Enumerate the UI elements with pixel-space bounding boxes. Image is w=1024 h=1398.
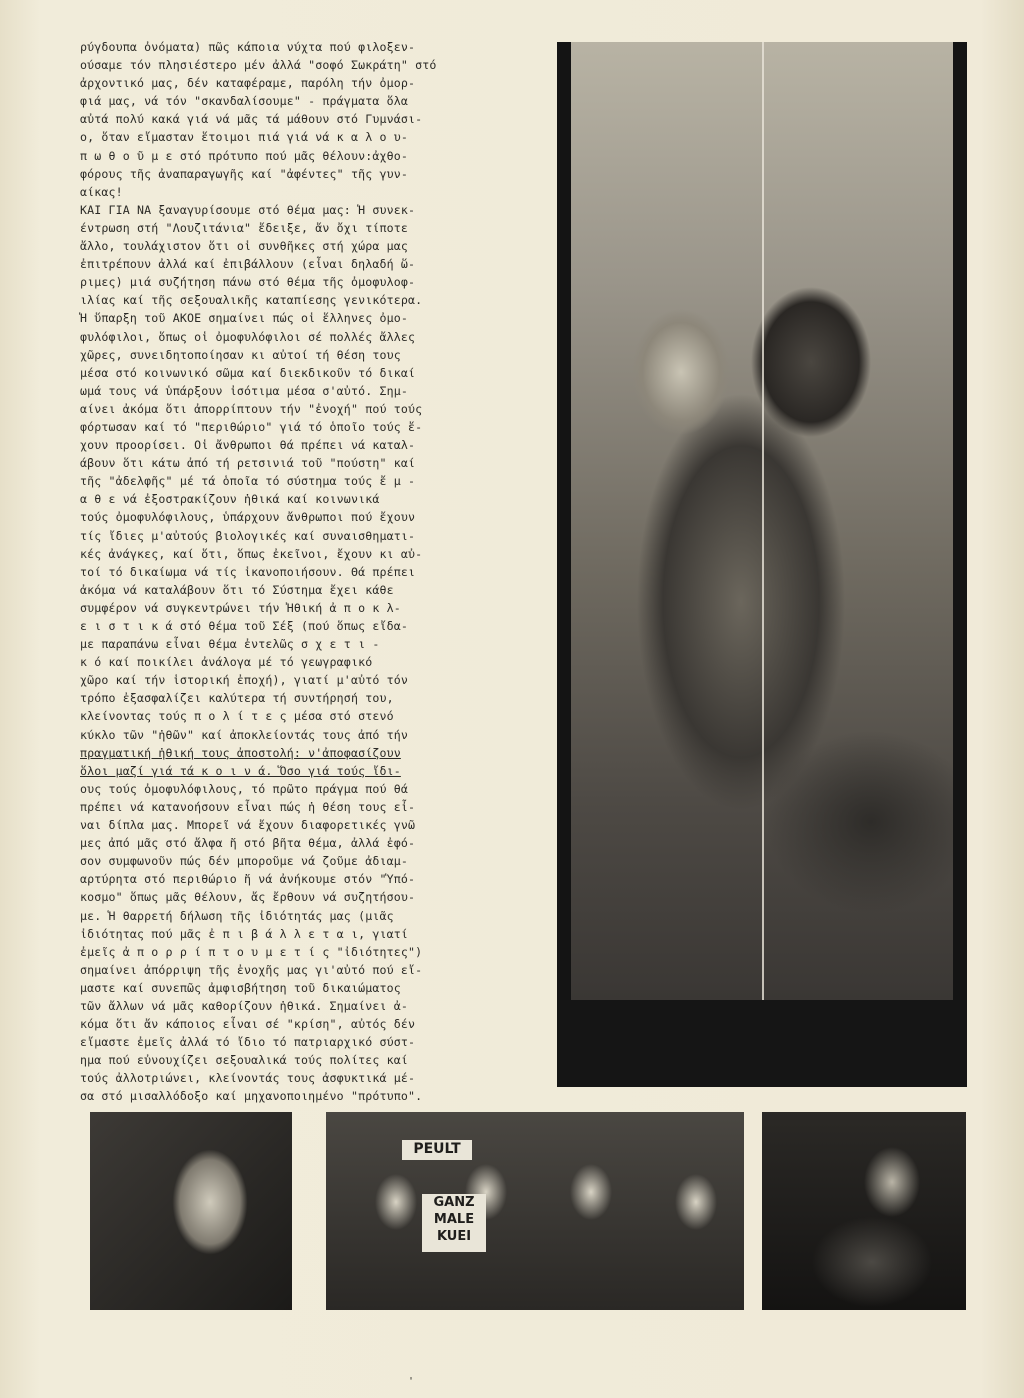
article-line: ωμά τους νά ὑπάρξουν ἰσότιμα μέσα σ'αὐτό. Σημ-	[80, 383, 408, 398]
article-line: σα στό μισαλλόδοξο καί μηχανοποιημένο "πρότυπο".	[80, 1089, 423, 1104]
photo-crease	[762, 42, 764, 1087]
article-line: κόμα ὅτι ἄν κάποιος εἶναι σέ "κρίση", αὐτός δέν	[80, 1017, 416, 1032]
page-number: '	[407, 1376, 415, 1387]
article-line: ρύγδουπα ὀνόματα) πῶς κάποια νύχτα πού φιλοξεν-	[80, 40, 416, 54]
photo-group-demonstration	[326, 1112, 744, 1310]
protest-sign-2	[422, 1194, 486, 1252]
article-line: ὅλοι μαζί γιά τά κ ο ι ν ά. Ὅσο γιά τούς ἴδι-	[80, 763, 401, 778]
article-line: ἀρχοντικό μας, δέν καταφέραμε, παρόλη τήν ὀμορ-	[80, 76, 416, 91]
article-line: ριμες) μιά συζήτηση πάνω στό θέμα τῆς ὀμοφυλοφ-	[80, 275, 416, 290]
article-line: τοί τό δικαίωμα νά τίς ἱκανοποιήσουν. Θά πρέπει	[80, 564, 416, 579]
article-line: μες ἀπό μᾶς στό ἄλφα ἤ στό βῆτα θέμα, ἀλλά ἐφό-	[80, 836, 416, 851]
article-line: εἴμαστε ἐμεῖς ἀλλά τό ἴδιο τό πατριαρχικό σύστ-	[80, 1035, 416, 1050]
article-line: φιά μας, νά τόν "σκανδαλίσουμε" - πράγματα ὅλα	[80, 94, 408, 109]
article-line: πρέπει νά κατανοήσουν εἶναι πώς ἡ θέση τους εἶ-	[80, 799, 416, 814]
article-line: φόρους τῆς ἀναπαραγωγῆς καί "ἀφέντες" τῆς γυν-	[80, 166, 408, 181]
photo-couple-embrace	[762, 1112, 966, 1310]
article-line: ους τούς ὀμοφυλόφιλους, τό πρῶτο πράγμα πού θά	[80, 781, 408, 796]
article-line: με. Ἡ θαρρετή δήλωση τῆς ἰδιότητάς μας (μιᾶς	[80, 908, 394, 923]
article-line: ναι δίπλα μας. Μπορεῖ νά ἔχουν διαφορετικές γνῶ	[80, 818, 416, 833]
article-line: φόρτωσαν καί τό "περιθώριο" γιά τό ὁποῖο τούς ἔ-	[80, 419, 423, 434]
article-line: χῶρο καί τήν ἱστορική ἐποχή), γιατί μ'αὐτό τόν	[80, 673, 408, 688]
article-text-column	[80, 38, 522, 1104]
article-line: ΚΑΙ ΓΙΑ ΝΑ ξαναγυρίσουμε στό θέμα μας: Ἡ συνεκ-	[80, 202, 416, 217]
article-line: ἰδιότητας πού μᾶς ἐ π ι β ά λ λ ε τ α ι, γιατί	[80, 926, 408, 941]
protest-sign-2-line1: GANZ	[433, 1195, 475, 1210]
article-line: ἀκόμα νά καταλάβουν ὅτι τό Σύστημα ἔχει κάθε	[80, 582, 394, 597]
article-line: χῶρες, συνειδητοποίησαν κι αὐτοί τή θέση τους	[80, 347, 401, 362]
article-line: ἐμεῖς ἀ π ο ρ ρ ί π τ ο υ μ ε τ ί ς "ἰδιότητες")	[80, 944, 423, 959]
article-line: συμφέρον νά συγκεντρώνει τήν Ἠθική ἀ π ο κ λ-	[80, 600, 401, 615]
article-line: ἄλλο, τουλάχιστον ὅτι οἱ συνθῆκες στή χώρα μας	[80, 239, 408, 254]
article-line: σον συμφωνοῦν πώς δέν μποροῦμε νά ζοῦμε ἀδιαμ-	[80, 854, 408, 869]
article-line: ημα πού εὐνουχίζει σεξουαλικά τούς πολίτες καί	[80, 1053, 408, 1068]
article-line: τῶν ἄλλων νά μᾶς καθορίζουν ἠθικά. Σημαίνει ἀ-	[80, 998, 408, 1013]
protest-sign-2-line2: MALE	[433, 1212, 475, 1227]
article-line: τούς ὀμοφυλόφιλους, ὑπάρχουν ἄνθρωποι πού ἔχουν	[80, 510, 416, 525]
article-line: α θ ε νά ἐξοστρακίζουν ἠθικά καί κοινωνικά	[80, 492, 380, 507]
article-line: κύκλο τῶν "ἠθῶν" καί ἀποκλείοντάς τους ἀπό τήν	[80, 727, 408, 742]
article-line: πραγματική ἠθική τους ἀποστολή: ν'ἀποφασίζουν	[80, 745, 401, 760]
article-line: άβουν ὅτι κάτω ἀπό τή ρετσινιά τοῦ "πούστη" καί	[80, 456, 416, 471]
article-line: τούς ἀλλοτριώνει, κλείνοντάς τους ἀσφυκτικά μέ-	[80, 1071, 416, 1086]
article-line: κλείνοντας τούς π ο λ ί τ ε ς μέσα στό στενό	[80, 709, 394, 724]
article-line: χουν προορίσει. Οἱ ἄνθρωποι θά πρέπει νά καταλ-	[80, 438, 416, 453]
main-photo-couple-bicycle	[557, 42, 967, 1087]
article-line: π ω θ ο ῦ μ ε στό πρότυπο πού μᾶς θέλουν:ἀχθο-	[80, 148, 408, 163]
protest-sign-1: PEULT	[402, 1140, 472, 1160]
article-line: μαστε καί συνεπῶς ἀμφισβήτηση τοῦ δικαιώματος	[80, 980, 401, 995]
photo-dark-band	[557, 1000, 967, 1087]
article-line: Ἡ ὕπαρξη τοῦ ΑΚΟΕ σημαίνει πώς οἱ ἕλληνες ὀμο-	[80, 311, 408, 326]
article-line: κές ἀνάγκες, καί ὅτι, ὅπως ἐκεῖνοι, ἔχουν κι αὐ-	[80, 546, 423, 561]
article-line: αίκας!	[80, 184, 123, 199]
article-line: τίς ἴδιες μ'αὐτούς βιολογικές καί συναισθηματι-	[80, 528, 416, 543]
article-line: τρόπο ἐξασφαλίζει καλύτερα τή συντήρησή του,	[80, 691, 394, 706]
article-line: φυλόφιλοι, ὅπως οἱ ὀμοφυλόφιλοι σέ πολλές ἄλλες	[80, 329, 416, 344]
article-line: σημαίνει ἀπόρριψη τῆς ἐνοχῆς μας γι'αὐτό πού εἴ-	[80, 962, 423, 977]
article-line: ο, ὅταν εἴμασταν ἕτοιμοι πιά γιά νά κ α λ ο υ-	[80, 130, 408, 145]
article-line: αρτύρητα στό περιθώριο ἤ νά ἀνήκουμε στόν "Ὑπό-	[80, 872, 416, 887]
article-line: με παραπάνω εἶναι θέμα ἐντελῶς σ χ ε τ ι -	[80, 637, 380, 652]
article-line: ούσαμε τόν πλησιέστερο μέν ἀλλά "σοφό Σωκράτη" στό	[80, 58, 437, 73]
article-line: τῆς "ἀδελφῆς" μέ τά ὁποῖα τό σύστημα τούς ἔ μ -	[80, 474, 416, 489]
article-line: ἐπιτρέπουν ἀλλά καί ἐπιβάλλουν (εἶναι δηλαδή ὥ-	[80, 257, 416, 272]
article-line: αίνει ἀκόμα ὅτι ἀπορρίπτουν τήν "ἐνοχή" πού τούς	[80, 401, 423, 416]
article-line: ιλίας καί τῆς σεξουαλικῆς καταπίεσης γενικότερα.	[80, 293, 423, 308]
article-line: αὐτά πολύ κακά γιά νά μᾶς τά μάθουν στό Γυμνάσι-	[80, 112, 423, 127]
article-line: κ ό καί ποικίλει ἀνάλογα μέ τό γεωγραφικό	[80, 655, 373, 670]
article-line: ε ι σ τ ι κ ά στό θέμα τοῦ Σέξ (πού ὅπως εἴδα-	[80, 619, 408, 633]
article-line: κοσμο" ὅπως μᾶς θέλουν, ἄς ἔρθουν νά συζητήσου-	[80, 890, 416, 905]
photo-portrait	[90, 1112, 292, 1310]
article-line: μέσα στό κοινωνικό σῶμα καί διεκδικοῦν τό δικαί	[80, 365, 416, 380]
protest-sign-2-line3: KUEI	[436, 1229, 472, 1244]
article-line: έντρωση στή "Λουζιτάνια" ἔδειξε, ἄν ὄχι τίποτε	[80, 220, 408, 235]
